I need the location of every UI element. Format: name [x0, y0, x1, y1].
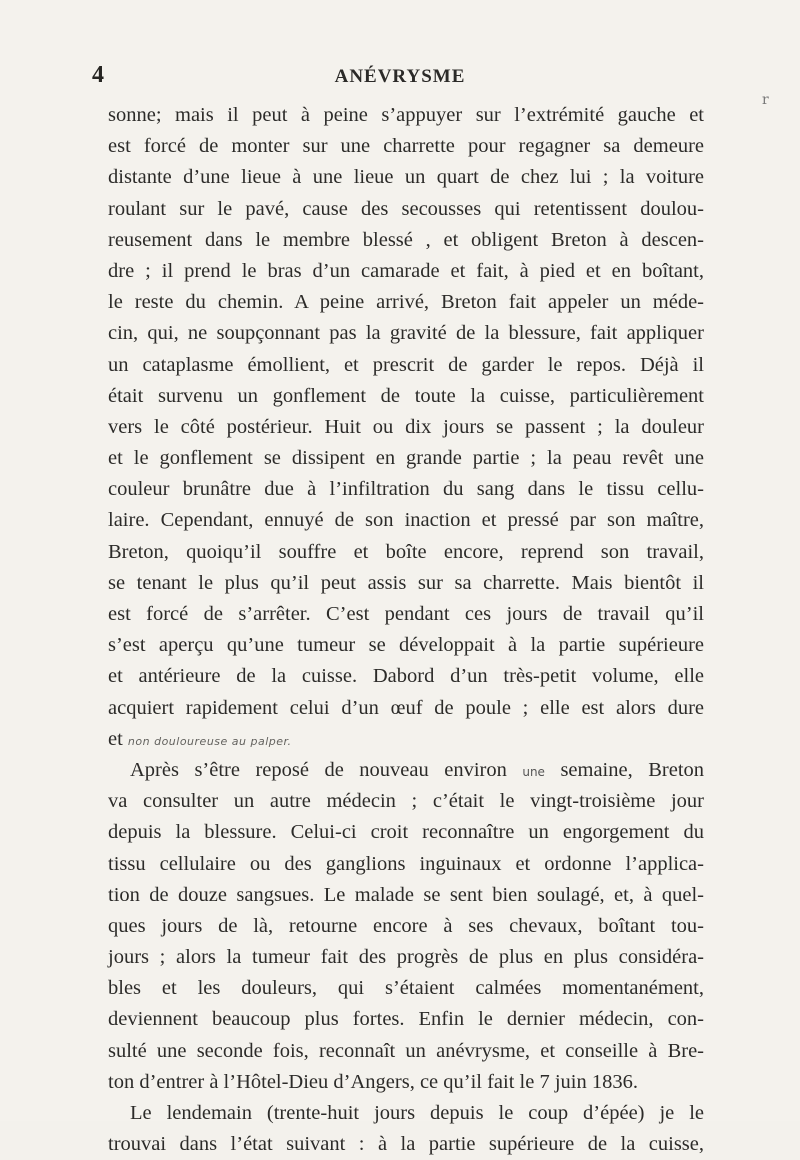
text-line: un cataplasme émollient, et prescrit de garder le repos. Déjà il	[108, 353, 704, 376]
text-line: est forcé de monter sur une charrette pour regagner sa demeure	[108, 135, 704, 158]
text-line: distante d’une lieue à une lieue un quart de chez lui ; la voiture	[108, 166, 704, 189]
margin-mark: r	[762, 92, 769, 108]
line-end: semaine, Breton	[560, 758, 705, 781]
text-line: et le gonflement se dissipent en grande partie ; la peau revêt une	[108, 447, 704, 470]
text-line: roulant sur le pavé, cause des secousses qui retentissent doulou-	[108, 197, 704, 220]
text-line: couleur brunâtre due à l’infiltration du sang dans le tissu cellu-	[108, 478, 704, 501]
text-line: va consulter un autre médecin ; c’était le vingt-troisième jour	[108, 790, 704, 813]
text-line-with-note	[108, 724, 704, 755]
text-line-with-smudge	[108, 755, 704, 786]
text-line: sulté une seconde fois, reconnaît un anévrysme, et conseille à Bre-	[108, 1039, 704, 1062]
text-line: et antérieure de la cuisse. Dabord d’un très-petit volume, elle	[108, 665, 704, 688]
text-line: dre ; il prend le bras d’un camarade et fait, à pied et en boîtant,	[108, 259, 704, 282]
text-line: depuis la blessure. Celui-ci croit reconnaître un engorgement du	[108, 821, 704, 844]
text-line: cin, qui, ne soupçonnant pas la gravité de la blessure, fait appliquer	[108, 322, 704, 345]
text-line: bles et les douleurs, qui s’étaient calmées momentanément,	[108, 977, 704, 1000]
handwritten-note: non douloureuse au palper.	[127, 734, 292, 748]
text-line: Breton, quoiqu’il souffre et boîte encore, reprend son travail,	[108, 540, 704, 563]
page-number: 4	[92, 62, 104, 88]
line-start: Après s’être reposé de nouveau environ	[130, 758, 507, 781]
text-line: vers le côté postérieur. Huit ou dix jours se passent ; la douleur	[108, 415, 704, 438]
text-line: laire. Cependant, ennuyé de son inaction et pressé par son maître,	[108, 509, 704, 532]
text-line: ques jours de là, retourne encore à ses chevaux, boîtant tou-	[108, 914, 704, 937]
text-line: était survenu un gonflement de toute la cuisse, particulièrement	[108, 384, 704, 407]
line-prefix: et	[108, 727, 123, 750]
body-text	[108, 100, 704, 1160]
text-line: sonne; mais il peut à peine s’appuyer sur l’extrémité gauche et	[108, 104, 704, 126]
running-title: ANÉVRYSME	[334, 66, 466, 87]
text-line: tion de douze sangsues. Le malade se sent bien soulagé, et, à quel-	[108, 883, 704, 906]
text-line: s’est aperçu qu’une tumeur se développait à la partie supérieure	[108, 634, 704, 657]
text-line: se tenant le plus qu’il peut assis sur sa charrette. Mais bientôt il	[108, 571, 704, 594]
text-line: jours ; alors la tumeur fait des progrès de plus en plus considéra-	[108, 946, 704, 969]
text-line: reusement dans le membre blessé , et obligent Breton à descen-	[108, 228, 704, 251]
text-line: le reste du chemin. A peine arrivé, Breton fait appeler un méde-	[108, 291, 704, 314]
text-line: acquiert rapidement celui d’un œuf de poule ; elle est alors dure	[108, 696, 704, 719]
text-line: ton d’entrer à l’Hôtel-Dieu d’Angers, ce qu’il fait le 7 juin 1836.	[108, 1070, 638, 1093]
text-line: est forcé de s’arrêter. C’est pendant ces jours de travail qu’il	[108, 603, 704, 625]
text-line: Le lendemain (trente-huit jours depuis le coup d’épée) je le	[130, 1102, 704, 1124]
page-header	[92, 62, 708, 92]
text-line: tissu cellulaire ou des ganglions inguinaux et ordonne l’applica-	[108, 852, 704, 875]
text-line: deviennent beaucoup plus fortes. Enfin le dernier médecin, con-	[108, 1008, 704, 1031]
text-line: trouvai dans l’état suivant : à la partie supérieure de la cuisse,	[108, 1133, 704, 1156]
inline-smudge: une	[522, 764, 545, 779]
